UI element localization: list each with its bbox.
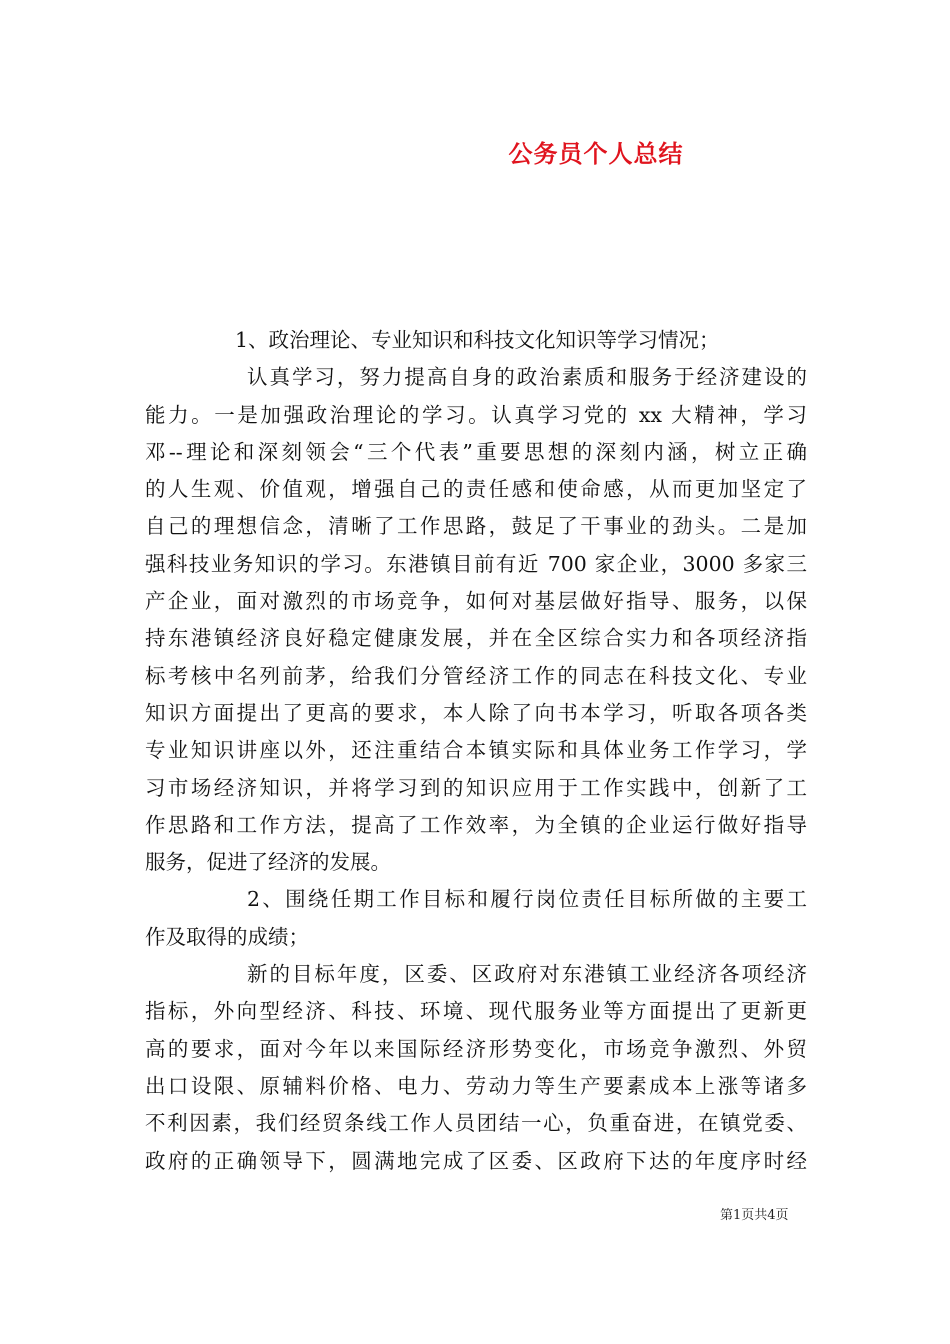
- document-title: 公务员个人总结: [508, 139, 684, 168]
- document-body: [145, 322, 807, 1180]
- paragraph-line: 邓--理论和深刻领会“三个代表”重要思想的深刻内涵，树立正确: [145, 439, 807, 464]
- paragraph-line: 专业知识讲座以外，还注重结合本镇实际和具体业务工作学习，学: [145, 738, 807, 763]
- paragraph-line: 的人生观、价值观，增强自己的责任感和使命感，从而更加坚定了: [145, 477, 807, 502]
- paragraph-line: 习市场经济知识，并将学习到的知识应用于工作实践中，创新了工: [145, 775, 807, 800]
- paragraph-line: 新的目标年度，区委、区政府对东港镇工业经济各项经济: [247, 962, 807, 987]
- paragraph-line: 自己的理想信念，清晰了工作思路，鼓足了干事业的劲头。二是加: [145, 514, 807, 539]
- page-number: 第1页共4页: [720, 1208, 789, 1223]
- paragraph-line: 不利因素，我们经贸条线工作人员团结一心，负重奋进，在镇党委、: [145, 1111, 807, 1136]
- paragraph-line: 政府的正确领导下，圆满地完成了区委、区政府下达的年度序时经: [145, 1148, 807, 1173]
- paragraph-line: 能力。一是加强政治理论的学习。认真学习党的 xx 大精神，学习: [145, 402, 807, 427]
- paragraph-line: 作思路和工作方法，提高了工作效率，为全镇的企业运行做好指导: [145, 812, 807, 837]
- paragraph-line: 指标，外向型经济、科技、环境、现代服务业等方面提出了更新更: [145, 999, 807, 1024]
- paragraph-line: 服务，促进了经济的发展。: [145, 850, 391, 875]
- paragraph-line: 认真学习，努力提高自身的政治素质和服务于经济建设的: [247, 365, 807, 390]
- section-heading: 2、围绕任期工作目标和履行岗位责任目标所做的主要工: [247, 887, 807, 912]
- paragraph-line: 知识方面提出了更高的要求，本人除了向书本学习，听取各项各类: [145, 700, 807, 725]
- paragraph-line: 高的要求，面对今年以来国际经济形势变化，市场竞争激烈、外贸: [145, 1036, 807, 1061]
- section-heading: 作及取得的成绩；: [145, 924, 309, 949]
- paragraph-line: 标考核中名列前茅，给我们分管经济工作的同志在科技文化、专业: [145, 663, 807, 688]
- paragraph-line: 产企业，面对激烈的市场竞争，如何对基层做好指导、服务，以保: [145, 589, 807, 614]
- section-heading: 1、政治理论、专业知识和科技文化知识等学习情况；: [235, 328, 720, 352]
- paragraph-line: 持东港镇经济良好稳定健康发展，并在全区综合实力和各项经济指: [145, 626, 807, 651]
- paragraph-line: 强科技业务知识的学习。东港镇目前有近 700 家企业，3000 多家三: [145, 551, 807, 576]
- paragraph-line: 出口设限、原辅料价格、电力、劳动力等生产要素成本上涨等诸多: [145, 1073, 807, 1098]
